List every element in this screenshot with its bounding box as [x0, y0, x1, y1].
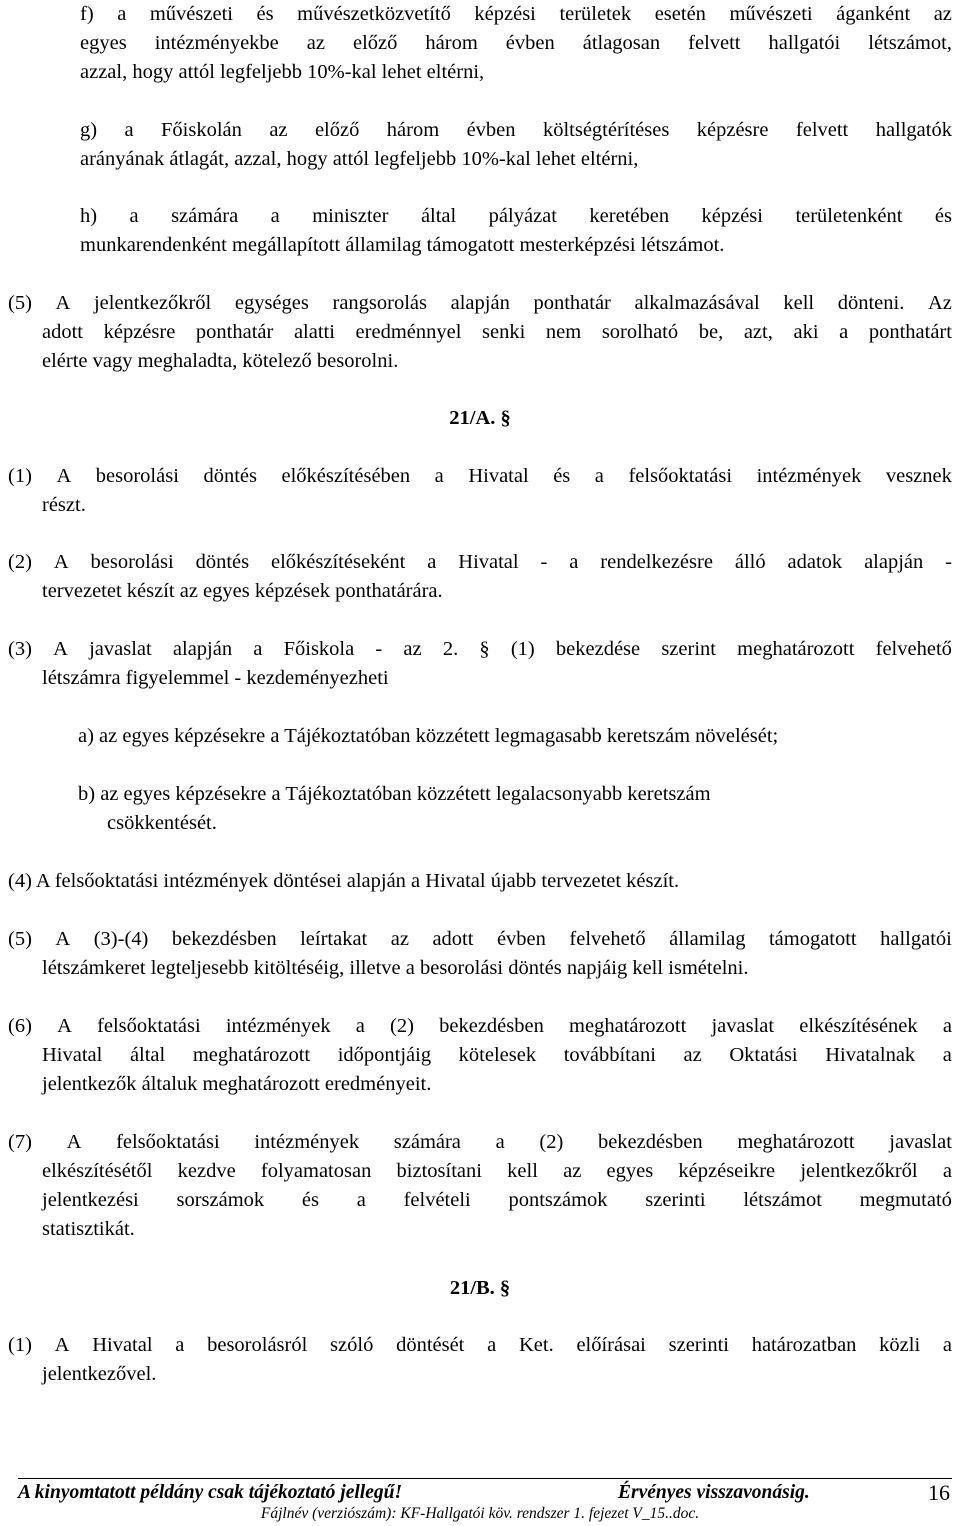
word: pontszámok: [508, 1189, 608, 1211]
word: és: [934, 205, 952, 227]
word: ponthatár: [533, 292, 611, 314]
word: egyes: [80, 32, 127, 54]
word: évben: [505, 32, 555, 54]
word: évben: [496, 928, 546, 950]
word: intézmények: [756, 465, 862, 487]
footer-filename: Fájlnév (verziószám): KF-Hallgatói köv. rendszer 1. fejezet V_15..doc.: [260, 1505, 700, 1522]
word: dönteni.: [837, 292, 905, 314]
word: sorszámok: [176, 1189, 265, 1211]
word: területek: [559, 3, 632, 25]
body-line: [8, 1012, 952, 1041]
word: biztosítani: [396, 1160, 482, 1182]
word: javaslat: [89, 638, 152, 660]
word: az: [683, 1044, 702, 1066]
word: felsőoktatási: [628, 465, 733, 487]
word: időpontjáig: [337, 1044, 432, 1066]
word: előkészítéseként: [271, 551, 406, 573]
word: felvett: [795, 119, 849, 141]
word: -: [375, 638, 383, 660]
body-line: [42, 1157, 952, 1186]
word: folyamatosan: [260, 1160, 372, 1182]
footer-divider: [18, 1478, 952, 1479]
body-line: [8, 548, 952, 577]
word: (5): [8, 292, 32, 314]
word: -: [540, 551, 548, 573]
word: képzésre: [696, 119, 769, 141]
word: meghatározott: [737, 1131, 855, 1153]
word: létszámot,: [868, 32, 952, 54]
word: előkészítésében: [281, 465, 411, 487]
body-line: [8, 925, 952, 954]
word: Főiskolán: [161, 119, 242, 141]
word: döntését: [396, 1334, 465, 1356]
word: javaslat: [889, 1131, 952, 1153]
body-line: [8, 462, 952, 491]
word: a: [355, 1015, 365, 1037]
word: területenként: [795, 205, 903, 227]
word: adatok: [787, 551, 843, 573]
word: kötelesek: [458, 1044, 537, 1066]
body-line: azzal, hogy attól legfeljebb 10%-kal lehet eltérni,: [80, 61, 485, 83]
word: az: [269, 119, 288, 141]
word: számára: [171, 205, 239, 227]
body-line: [42, 1186, 952, 1215]
page-number: 16: [928, 1480, 950, 1505]
word: eredménnyel: [355, 321, 462, 343]
footer-validity: Érvényes visszavonásig.: [618, 1482, 810, 1503]
word: -: [945, 551, 952, 573]
word: 2.: [442, 638, 459, 660]
word: felvett: [688, 32, 741, 54]
word: javaslat: [711, 1015, 775, 1037]
word: (5): [8, 928, 32, 950]
word: alapján: [864, 551, 924, 573]
word: senki: [482, 321, 526, 343]
body-line: [8, 1331, 952, 1360]
body-line: arányának átlagát, azzal, hogy attól legfeljebb 10%-kal lehet eltérni,: [80, 148, 639, 170]
body-line: b) az egyes képzésekre a Tájékoztatóban közzétett legalacsonyabb keretszám: [78, 783, 711, 805]
word: (6): [8, 1015, 32, 1037]
word: (2): [390, 1015, 414, 1037]
word: ponthatár: [195, 321, 274, 343]
word: bekezdésben: [171, 928, 277, 950]
word: a: [124, 119, 134, 141]
body-line: elérte vagy meghaladta, kötelező besorolni.: [42, 350, 399, 372]
word: a: [942, 1015, 952, 1037]
word: alatti: [293, 321, 335, 343]
word: (2): [539, 1131, 564, 1153]
word: támogatott: [768, 928, 857, 950]
word: f): [80, 3, 94, 25]
word: előírásai: [576, 1334, 646, 1356]
word: művészeti: [729, 3, 813, 25]
body-line: létszámra figyelemmel - kezdeményezheti: [42, 667, 389, 689]
word: a: [942, 1334, 952, 1356]
word: létszámot: [743, 1189, 822, 1211]
body-line: munkarendenként megállapított államilag támogatott mesterképzési létszámot.: [80, 234, 725, 256]
word: (3)-(4): [93, 928, 149, 950]
word: esetén: [654, 3, 706, 25]
word: vesznek: [885, 465, 952, 487]
word: áganként: [836, 3, 911, 25]
body-line: jelentkezővel.: [42, 1363, 157, 1385]
word: A: [53, 551, 69, 573]
word: hallgatók: [875, 119, 952, 141]
word: intézményekbe: [154, 32, 279, 54]
word: által: [129, 1044, 166, 1066]
body-line: [80, 202, 952, 231]
word: a: [942, 1160, 952, 1182]
word: a: [839, 321, 849, 343]
word: továbbítani: [563, 1044, 656, 1066]
word: és: [256, 3, 274, 25]
word: (3): [8, 638, 32, 660]
word: besorolási: [90, 551, 174, 573]
word: bekezdése: [555, 638, 641, 660]
footer-disclaimer: A kinyomtatott példány csak tájékoztató jellegű!: [18, 1482, 403, 1503]
word: Hivatal: [92, 1334, 153, 1356]
word: költségtérítéses: [542, 119, 670, 141]
word: meghatározott: [737, 638, 855, 660]
word: Hivatalnak: [825, 1044, 916, 1066]
word: álló: [734, 551, 766, 573]
word: képzési: [701, 205, 763, 227]
word: nem: [545, 321, 582, 343]
word: A: [66, 1131, 82, 1153]
word: A: [57, 1015, 72, 1037]
word: képzési: [474, 3, 536, 25]
word: és: [301, 1189, 319, 1211]
word: a: [942, 1044, 952, 1066]
word: szerinti: [668, 1334, 729, 1356]
word: besorolási: [95, 465, 179, 487]
word: hallgatói: [768, 32, 841, 54]
word: előző: [314, 119, 360, 141]
body-line: [8, 1128, 952, 1157]
word: felsőoktatási: [97, 1015, 201, 1037]
word: a: [427, 551, 437, 573]
word: előző: [352, 32, 398, 54]
body-line: statisztikát.: [42, 1218, 135, 1240]
body-line: [42, 1041, 952, 1070]
body-line: jelentkezők általuk meghatározott eredményeit.: [42, 1073, 432, 1095]
word: rendelkezésre: [600, 551, 713, 573]
word: Az: [927, 292, 952, 314]
word: felvételi: [403, 1189, 471, 1211]
word: a: [117, 3, 127, 25]
word: (1): [8, 465, 32, 487]
word: A: [55, 292, 71, 314]
word: jelentkezési: [42, 1189, 139, 1211]
word: három: [425, 32, 478, 54]
word: (1): [8, 1334, 32, 1356]
word: hallgatói: [880, 928, 952, 950]
word: az: [306, 32, 325, 54]
word: jelentkezőkről: [800, 1160, 918, 1182]
word: (1): [510, 638, 535, 660]
word: (2): [8, 551, 32, 573]
word: a: [487, 1334, 497, 1356]
word: adott: [42, 321, 83, 343]
word: be,: [698, 321, 724, 343]
word: Hivatal: [458, 551, 519, 573]
word: Ket.: [518, 1334, 554, 1356]
word: szóló: [330, 1334, 374, 1356]
word: megmutató: [859, 1189, 952, 1211]
word: A: [56, 465, 72, 487]
word: §: [479, 638, 490, 660]
word: művészetközvetítő: [297, 3, 451, 25]
word: felvehető: [875, 638, 952, 660]
word: a: [270, 205, 280, 227]
word: az: [403, 638, 422, 660]
word: a: [253, 638, 263, 660]
word: egységes: [234, 292, 309, 314]
word: A: [53, 638, 68, 660]
word: az: [933, 3, 952, 25]
word: intézmények: [254, 1131, 360, 1153]
word: döntés: [203, 465, 257, 487]
word: besorolásról: [207, 1334, 308, 1356]
word: sorolható: [601, 321, 679, 343]
word: h): [80, 205, 98, 227]
word: szerinti: [645, 1189, 706, 1211]
word: alapján: [172, 638, 233, 660]
word: meghatározott: [569, 1015, 687, 1037]
word: leírtakat: [300, 928, 368, 950]
word: a: [495, 1131, 505, 1153]
word: alapján: [450, 292, 510, 314]
body-line: [8, 635, 952, 664]
word: képzésre: [103, 321, 176, 343]
word: a: [434, 465, 444, 487]
body-line: részt.: [42, 494, 86, 516]
word: döntés: [195, 551, 250, 573]
word: államilag: [669, 928, 746, 950]
word: szerint: [661, 638, 716, 660]
word: évben: [466, 119, 516, 141]
word: adott: [432, 928, 474, 950]
body-line: [8, 289, 952, 318]
word: pályázat: [488, 205, 557, 227]
word: átlagosan: [582, 32, 661, 54]
word: miniszter: [312, 205, 389, 227]
word: keretében: [589, 205, 670, 227]
word: kezdve: [177, 1160, 236, 1182]
body-line: [80, 29, 952, 58]
word: Oktatási: [729, 1044, 798, 1066]
word: közli: [879, 1334, 921, 1356]
body-line: csökkentését.: [107, 812, 217, 834]
word: az: [563, 1160, 582, 1182]
word: a: [569, 551, 579, 573]
word: az: [390, 928, 409, 950]
word: a: [356, 1189, 366, 1211]
word: aki: [793, 321, 819, 343]
word: művészeti: [149, 3, 233, 25]
word: kell: [507, 1160, 538, 1182]
body-line: létszámkeret legteljesebb kitöltéséig, illetve a besorolási döntés napjáig kell ismételni.: [42, 957, 749, 979]
word: jelentkezőkről: [93, 292, 212, 314]
body-line: tervezetet készít az egyes képzések ponthatárára.: [42, 580, 443, 602]
word: elkészítésének: [799, 1015, 918, 1037]
word: ponthatárt: [868, 321, 952, 343]
body-line: a) az egyes képzésekre a Tájékoztatóban közzétett legmagasabb keretszám növelését;: [78, 725, 779, 747]
word: (7): [8, 1131, 32, 1153]
word: három: [386, 119, 440, 141]
word: g): [80, 119, 98, 141]
word: számára: [393, 1131, 461, 1153]
word: felsőoktatási: [116, 1131, 220, 1153]
word: kell: [783, 292, 815, 314]
word: Hivatal: [42, 1044, 103, 1066]
word: meghatározott: [192, 1044, 311, 1066]
body-line: [80, 116, 952, 145]
body-line: [42, 318, 952, 347]
word: Hivatal: [468, 465, 529, 487]
word: a: [594, 465, 604, 487]
word: által: [420, 205, 457, 227]
word: a: [129, 205, 139, 227]
word: A: [54, 1334, 70, 1356]
word: A: [55, 928, 71, 950]
word: intézmények: [225, 1015, 331, 1037]
word: Főiskola: [283, 638, 355, 660]
word: a: [175, 1334, 185, 1356]
section-heading-21b: 21/B. §: [449, 1277, 511, 1299]
word: rangsorolás: [332, 292, 428, 314]
word: bekezdésben: [439, 1015, 544, 1037]
word: és: [553, 465, 571, 487]
word: képzéseikre: [678, 1160, 776, 1182]
word: elkészítésétől: [42, 1160, 153, 1182]
section-heading-21a: 21/A. §: [449, 407, 511, 429]
word: határozatban: [751, 1334, 857, 1356]
word: bekezdésben: [597, 1131, 703, 1153]
body-line: (4) A felsőoktatási intézmények döntései alapján a Hivatal újabb tervezetet készít.: [8, 870, 680, 892]
word: alkalmazásával: [634, 292, 760, 314]
word: azt,: [743, 321, 773, 343]
body-line: [80, 0, 952, 29]
word: felvehető: [569, 928, 646, 950]
word: egyes: [606, 1160, 654, 1182]
